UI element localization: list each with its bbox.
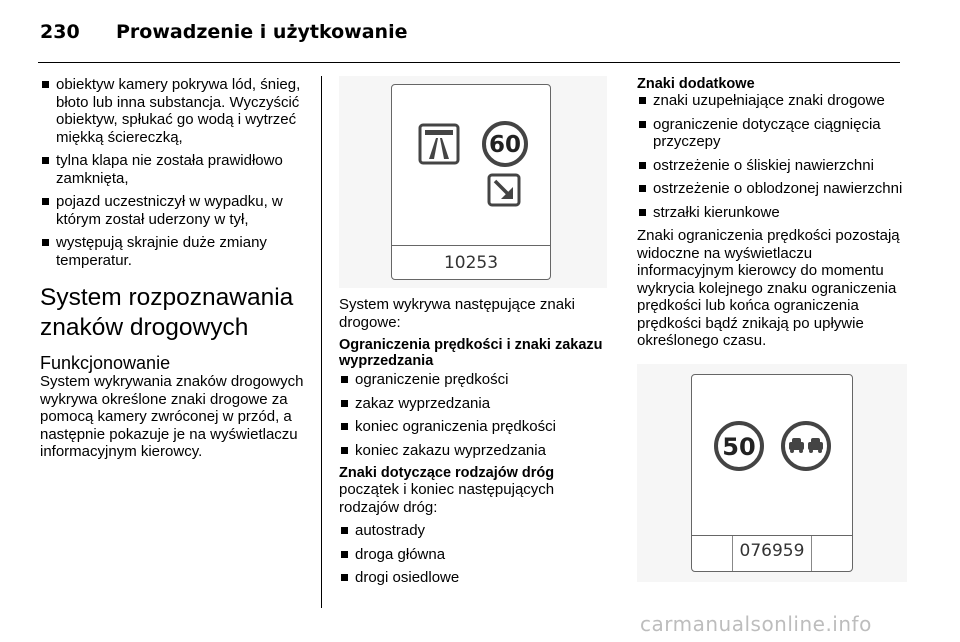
list-item: koniec ograniczenia prędkości [339,418,607,436]
list-item: drogi osiedlowe [339,569,607,587]
subsection-title-speed-limits: Ograniczenia prędkości i znaki zakazu wyprzedzania [339,337,603,369]
speed-limit-sign-icon [716,423,762,469]
page-number: 230 [40,21,80,43]
list-item: strzałki kierunkowe [637,204,907,222]
column-right [637,76,907,582]
list-additional-signs [637,92,907,221]
list-item: ostrzeżenie o śliskiej nawierzchni [637,157,907,175]
bullet-list-camera-conditions [40,76,310,269]
list-item: zakaz wyprzedzania [339,395,607,413]
speed-value: 50 [722,432,756,461]
road-types-text: początek i koniec następujących rodzajów dróg: [339,481,555,516]
list-item: znaki uzupełniające znaki drogowe [637,92,907,110]
watermark: carmanualsonline.info [640,612,872,636]
speed-limit-sign-icon [484,123,526,165]
motorway-sign-icon [420,125,458,163]
figure-code: 10253 [443,253,499,273]
list-speed-signs [339,371,607,459]
subsection-title-road-types: Znaki dotyczące rodzajów dróg [339,465,555,481]
subsection-heading: Funkcjonowanie [40,353,171,373]
column-left [40,76,310,461]
sign-icons [392,85,552,243]
figure-display-speed-60 [339,76,607,288]
no-overtaking-sign-icon [783,423,829,469]
subsection-title-additional-signs: Znaki dodatkowe [637,76,755,92]
column-middle [339,76,607,593]
list-item: występują skrajnie duże zmiany temperatur. [40,234,310,269]
column-separator [321,76,322,608]
list-item: droga główna [339,546,607,564]
section-heading: System rozpoznawania znaków drogowych [40,284,294,341]
list-item: pojazd uczestniczył w wypadku, w którym został uderzony w tył, [40,193,310,228]
direction-arrow-sign-icon [489,175,519,205]
panel-divider [392,245,550,246]
figure-code: 076959 [739,540,805,561]
list-item: koniec zakazu wyprzedzania [339,442,607,460]
list-item: obiektyw kamery pokrywa lód, śnieg, błoto lub inna substancja. Wyczyścić obiektyw, spłukać go wodą i wytrzeć miękką ściereczką, [40,76,310,146]
figure-display-speed-50 [637,364,907,582]
list-item: ograniczenie prędkości [339,371,607,389]
sign-icons [692,375,854,533]
list-road-types [339,522,607,587]
header-rule [38,62,900,63]
list-item: autostrady [339,522,607,540]
display-panel [691,374,853,572]
display-panel [391,84,551,280]
page-title: Prowadzenie i użytkowanie [116,21,408,43]
body-paragraph: Znaki ograniczenia prędkości pozostają widoczne na wyświetlaczu informacyjnym kierowcy do momentu wykrycia kolejnego znaku ograniczenia prędkości lub końca ograniczenia prędkości bądź znikają po upływie określonego czasu. [637,227,900,349]
list-item: tylna klapa nie została prawidłowo zamknięta, [40,152,310,187]
body-paragraph: System wykrywania znaków drogowych wykrywa określone znaki drogowe za pomocą kamery zwróconej w przód, a następnie pokazuje je na wyświetlaczu informacyjnym kierowcy. [40,373,304,460]
page-header [40,14,407,50]
list-item: ostrzeżenie o oblodzonej nawierzchni [637,180,907,198]
list-item: ograniczenie dotyczące ciągnięcia przyczepy [637,116,907,151]
intro-text: System wykrywa następujące znaki drogowe: [339,296,575,331]
speed-value: 60 [488,132,522,158]
